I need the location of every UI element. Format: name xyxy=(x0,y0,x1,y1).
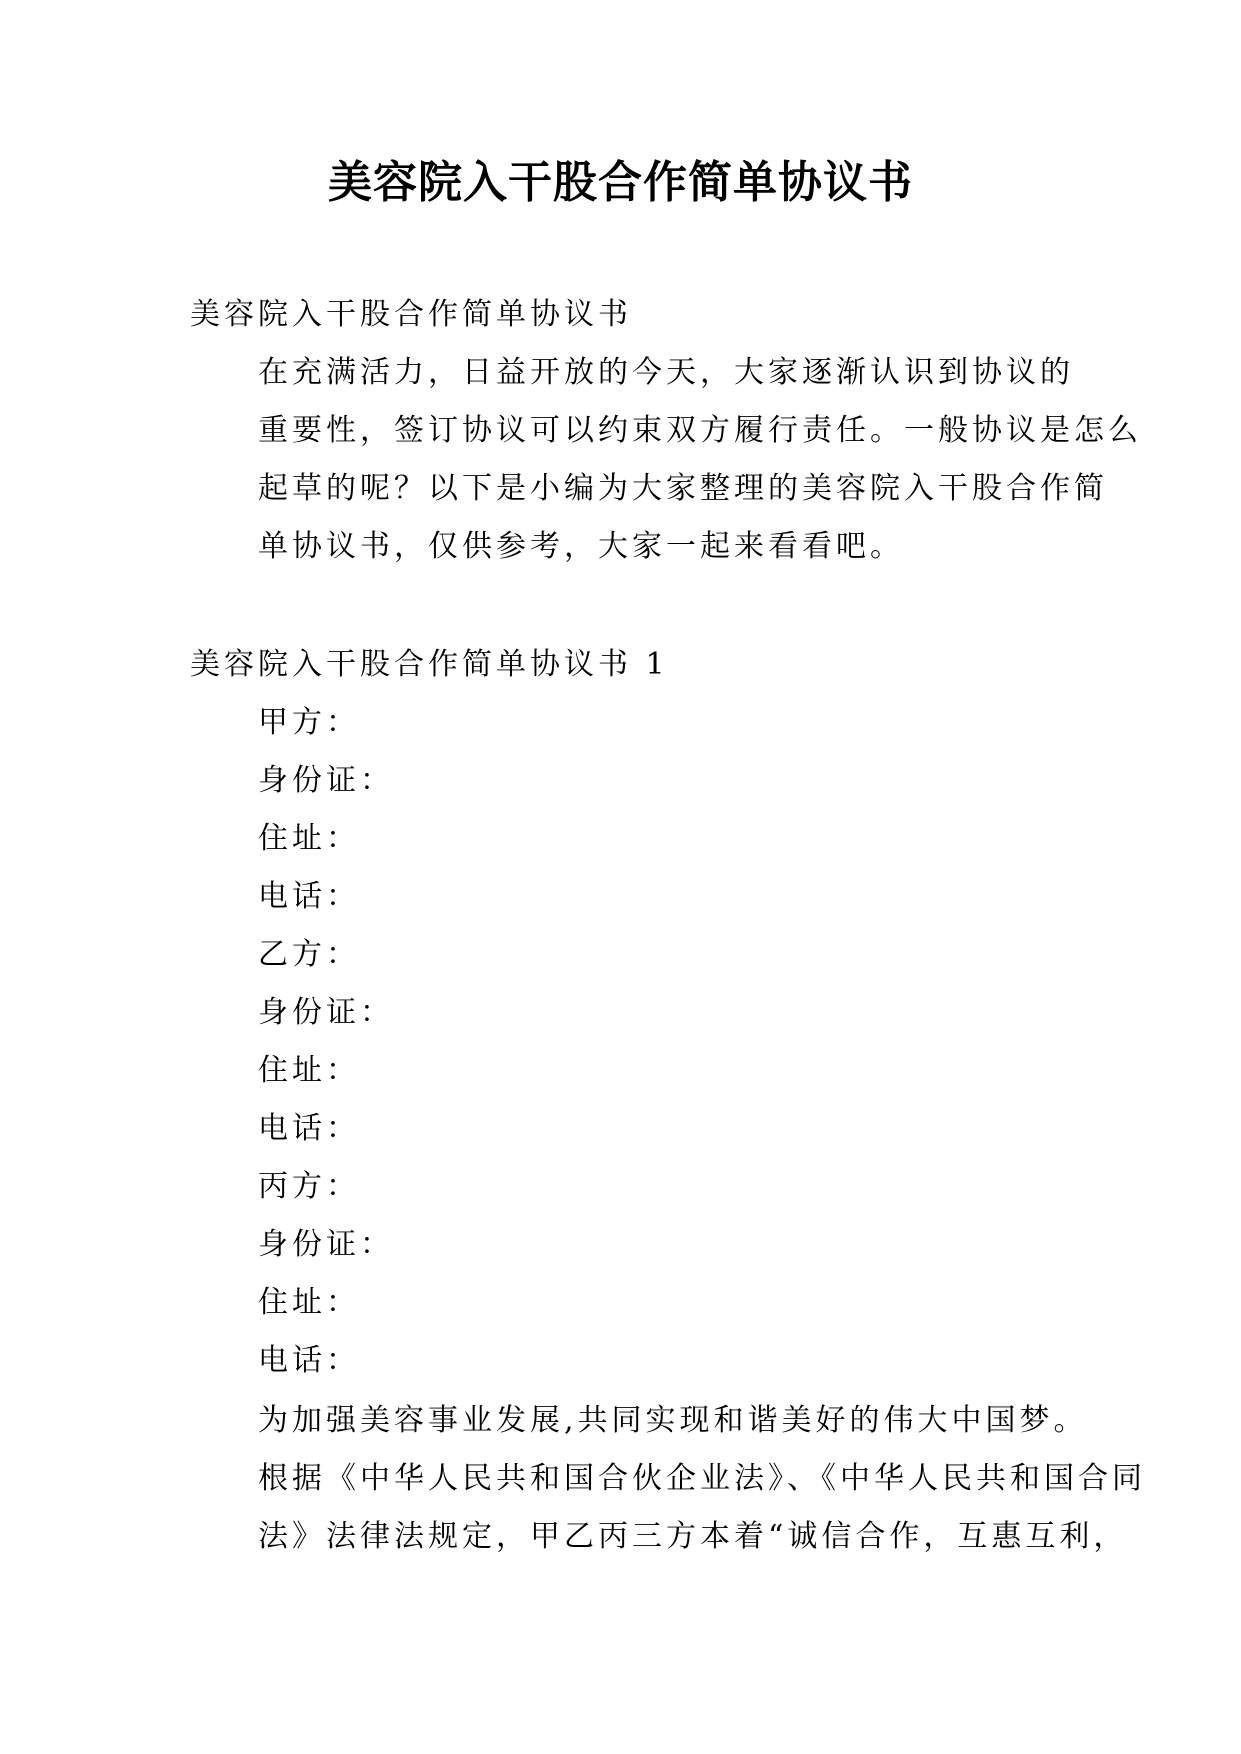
intro-paragraph xyxy=(190,344,1142,576)
party-c-address-label: 住址： xyxy=(258,1285,360,1320)
closing-line: 根据《中华人民共和国合伙企业法》、《中华人民共和国合同 xyxy=(258,1461,1146,1496)
party-b-phone-label: 电话： xyxy=(258,1111,360,1146)
closing-paragraph xyxy=(190,1392,1146,1566)
party-b-address-label: 住址： xyxy=(258,1053,360,1088)
intro-line: 单协议书，仅供参考，大家一起来看看吧。 xyxy=(258,529,904,564)
party-c-id-label: 身份证： xyxy=(258,1227,394,1262)
intro-line: 起草的呢？以下是小编为大家整理的美容院入干股合作简 xyxy=(258,471,1108,506)
document-title: 美容院入干股合作简单协议书 xyxy=(328,157,913,208)
closing-line: 为加强美容事业发展,共同实现和谐美好的伟大中国梦。 xyxy=(258,1403,1088,1438)
party-a-id-label: 身份证： xyxy=(258,763,394,798)
intro-line: 在充满活力，日益开放的今天，大家逐渐认识到协议的 xyxy=(258,355,1074,390)
intro-line: 重要性，签订协议可以约束双方履行责任。一般协议是怎么 xyxy=(258,413,1142,448)
party-b-id-label: 身份证： xyxy=(258,995,394,1030)
document-subtitle: 美容院入干股合作简单协议书 xyxy=(190,297,632,332)
party-c-label: 丙方： xyxy=(258,1169,360,1204)
party-a-phone-label: 电话： xyxy=(258,879,360,914)
party-a-address-label: 住址： xyxy=(258,821,360,856)
party-info-list xyxy=(190,694,1060,1390)
party-b-label: 乙方： xyxy=(258,937,360,972)
closing-line: 法》法律法规定，甲乙丙三方本着“诚信合作，互惠互利， xyxy=(258,1519,1128,1554)
party-a-label: 甲方： xyxy=(258,705,360,740)
party-c-phone-label: 电话： xyxy=(258,1343,360,1378)
section-heading: 美容院入干股合作简单协议书 1 xyxy=(190,647,669,682)
